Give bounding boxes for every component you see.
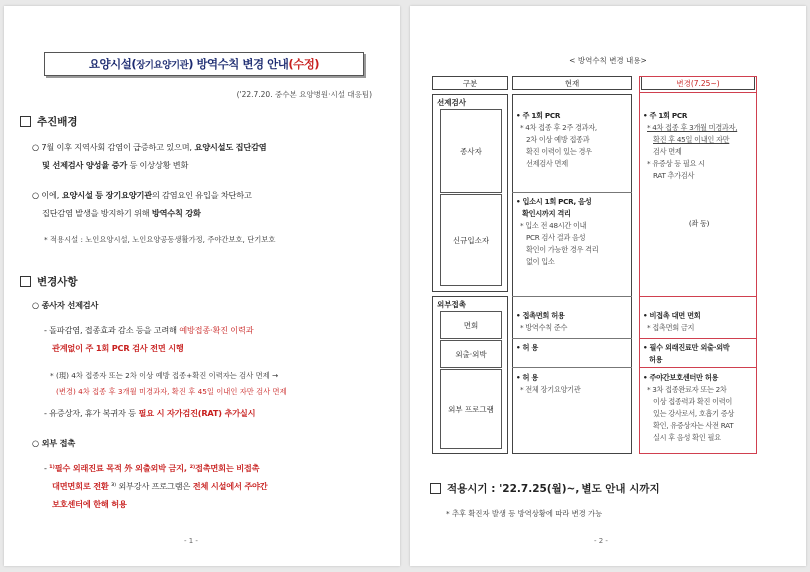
text: 하고 xyxy=(236,190,252,200)
divider xyxy=(640,92,756,93)
cell-line: * 방역수칙 준수 xyxy=(520,323,568,332)
text-bold: 및 선제검사 양성율 증가 xyxy=(42,160,128,170)
cell-line: * 전체 장기요양기관 xyxy=(520,385,581,394)
header-category: 구분 xyxy=(432,76,508,90)
cell-line: 확인, 유증상자는 사전 RAT xyxy=(653,421,734,430)
cell-new-resident-changed: (좌 동) xyxy=(688,219,710,228)
cell-title: • 입소시 1회 PCR, 음성 xyxy=(516,197,592,206)
text: 의 감염요인 유입을 차단 xyxy=(151,190,237,200)
title-main xyxy=(89,56,288,72)
cell-title: • 비접촉 대면 면회 xyxy=(643,311,701,320)
cell-title: • 주야간보호센터만 허용 xyxy=(643,373,719,382)
cell-line: 검사 면제 xyxy=(653,147,682,156)
row-label-visit: 면회 xyxy=(440,311,502,339)
cell-title: • 주 1회 PCR xyxy=(643,111,688,120)
cell-visit-current xyxy=(516,310,628,334)
issuer-date: ('22.7.20. 중수본 요양병원·시설 대응팀) xyxy=(236,90,372,99)
header-changed: 변경(7.25~) xyxy=(641,76,755,90)
staff-testing-detail xyxy=(44,321,384,357)
section-background xyxy=(20,114,78,129)
text-bold: 방역수칙 강화 xyxy=(151,208,201,218)
row-label-staff: 종사자 xyxy=(440,109,502,193)
cell-title: • 허 용 xyxy=(516,373,538,382)
cell-outing-current xyxy=(516,342,628,354)
cell-line: 실시 후 음성 확인 필요 xyxy=(653,433,721,442)
subheading-staff-testing: ○ 종사자 선제검사 xyxy=(32,300,99,310)
text: - 유증상자, 휴가 복귀자 등 xyxy=(44,408,136,418)
applicable-facilities-note: * 적용시설 : 노인요양시설, 노인요양공동생활가정, 주야간보호, 단기보호 xyxy=(44,235,276,244)
square-bullet-icon xyxy=(20,276,31,287)
header-current: 현재 xyxy=(512,76,632,90)
external-contact-detail xyxy=(44,459,384,513)
divider xyxy=(640,367,756,368)
document-title xyxy=(44,52,364,76)
text: - 돌파감염, 접종효과 감소 등을 고려해 xyxy=(44,325,177,335)
apply-period-note: * 추후 확진자 발생 등 방역상황에 따라 변경 가능 xyxy=(446,509,603,518)
cell-staff-current xyxy=(516,110,628,170)
divider xyxy=(512,192,632,193)
cell-line: * 입소 전 48시간 이내 xyxy=(520,221,587,230)
cell-line: 없이 입소 xyxy=(526,257,555,266)
cell-line: 이상 접종력과 확진 이력이 xyxy=(653,397,733,406)
text: ³⁾ 외부강사 프로그램은 xyxy=(108,481,191,491)
row-label-new-resident: 신규입소자 xyxy=(440,194,502,286)
square-bullet-icon xyxy=(430,483,441,494)
cell-program-current xyxy=(516,372,628,396)
text: ○ 이에, xyxy=(32,190,60,200)
page-number: - 1 - xyxy=(184,537,198,545)
cell-title: • 허 용 xyxy=(516,343,538,352)
text-bold: 요양시설 등 장기요양기관 xyxy=(59,190,152,200)
cell-line: 확진 이력이 있는 경우 xyxy=(526,147,592,156)
text: 등 이상상황 변화 xyxy=(127,160,189,170)
apply-period-until: 별도 안내 시까지 xyxy=(581,483,660,495)
cell-line: RAT 추가검사 xyxy=(653,171,695,180)
group-label-external: 외부접촉 xyxy=(437,300,466,309)
row-label-external-program: 외부 프로그램 xyxy=(440,369,502,449)
page-number: - 2 - xyxy=(594,537,608,545)
text-red-bold: ²⁾접촉면회는 비접촉 xyxy=(189,463,260,473)
text-red-bold: 필요 시 자가검진(RAT) 추가실시 xyxy=(135,408,256,418)
cell-line: 선제검사 면제 xyxy=(526,159,568,168)
section-title: 추진배경 xyxy=(37,116,78,128)
background-para-2 xyxy=(32,186,382,222)
divider xyxy=(640,338,756,339)
cell-title: 허용 xyxy=(649,355,663,364)
title-text-1: 요양시설( xyxy=(88,57,137,71)
square-bullet-icon xyxy=(20,116,31,127)
cell-title: 확인시까지 격리 xyxy=(522,209,571,218)
cell-title: • 접촉면회 허용 xyxy=(516,311,565,320)
text-red-bold: 대면면회로 전환 xyxy=(52,481,109,491)
background-para-1 xyxy=(32,138,382,174)
cell-line: 있는 강사로서, 호흡기 증상 xyxy=(653,409,735,418)
cell-line: * 유증상 등 필요 시 xyxy=(647,159,705,168)
page-2 xyxy=(410,6,806,566)
table-title: < 방역수칙 변경 내용> xyxy=(569,56,647,65)
text: - xyxy=(44,463,50,473)
text-red: (변경) 4차 접종 후 3개월 미경과자, 확진 후 45일 이내인 자만 검사 면제 xyxy=(56,387,287,396)
cell-line: 확진 후 45일 이내인 자만 xyxy=(653,135,730,144)
page-1 xyxy=(4,6,400,566)
text-red-bold: 관계없이 주 1회 PCR 검사 전면 시행 xyxy=(52,343,184,353)
symptomatic-rat-line xyxy=(44,404,255,422)
cell-line: * 접촉면회 금지 xyxy=(647,323,695,332)
cell-line: * 4차 접종 후 2주 경과자, xyxy=(520,123,597,132)
cell-line: 확인이 가능한 경우 격리 xyxy=(526,245,599,254)
title-text-2: ) 방역수칙 변경 안내 xyxy=(188,57,289,71)
cell-outing-changed xyxy=(643,342,755,366)
divider xyxy=(640,296,756,297)
cell-line: * 3차 접종완료자 또는 2차 xyxy=(647,385,727,394)
section-apply-period xyxy=(430,481,660,496)
title-text-small: 장기요양기관 xyxy=(136,60,189,71)
text-red: 예방접종·확진 이력과 xyxy=(176,325,254,335)
cell-new-resident-current xyxy=(516,196,628,268)
section-title: 변경사항 xyxy=(37,276,78,288)
cell-line: * 4차 접종 후 3개월 미경과자, xyxy=(647,123,738,132)
cell-title: • 필수 외래진료만 외출·외박 xyxy=(643,343,730,352)
apply-period-date: 적용시기 : '22.7.25(월)~, xyxy=(447,483,580,495)
text-red-bold: 보호센터에 한해 허용 xyxy=(52,499,127,509)
divider xyxy=(512,338,632,339)
text-red-bold: ¹⁾필수 외래진료 목적 外 외출외박 금지, xyxy=(49,463,190,473)
cell-program-changed xyxy=(643,372,755,444)
exemption-change-note xyxy=(50,368,287,400)
cell-line: PCR 검사 결과 음성 xyxy=(526,233,586,242)
divider xyxy=(512,367,632,368)
row-label-outing: 외출·외박 xyxy=(440,340,502,368)
cell-line: 2차 이상 예방 접종과 xyxy=(526,135,590,144)
text-bold: 요양시설도 집단감염 xyxy=(191,142,267,152)
text: 하기 위해 xyxy=(116,208,152,218)
subheading-external-contact: ○ 외부 접촉 xyxy=(32,438,76,448)
group-label-testing: 선제검사 xyxy=(437,98,466,107)
cell-visit-changed xyxy=(643,310,755,334)
text: * (現) 4차 접종자 또는 2차 이상 예방 접종+확진 이력자는 검사 면제 → xyxy=(50,371,279,380)
text-red-bold: 전체 시설에서 주야간 xyxy=(190,481,268,491)
cell-title: • 주 1회 PCR xyxy=(516,111,561,120)
text: ○ 7월 이후 지역사회 감염이 급증하고 있으며, xyxy=(32,142,192,152)
cell-staff-changed xyxy=(643,110,755,182)
title-revised-tag: (수정) xyxy=(288,57,320,71)
section-changes xyxy=(20,274,78,289)
text: 집단감염 발생을 방지 xyxy=(42,208,117,218)
divider xyxy=(512,296,632,297)
